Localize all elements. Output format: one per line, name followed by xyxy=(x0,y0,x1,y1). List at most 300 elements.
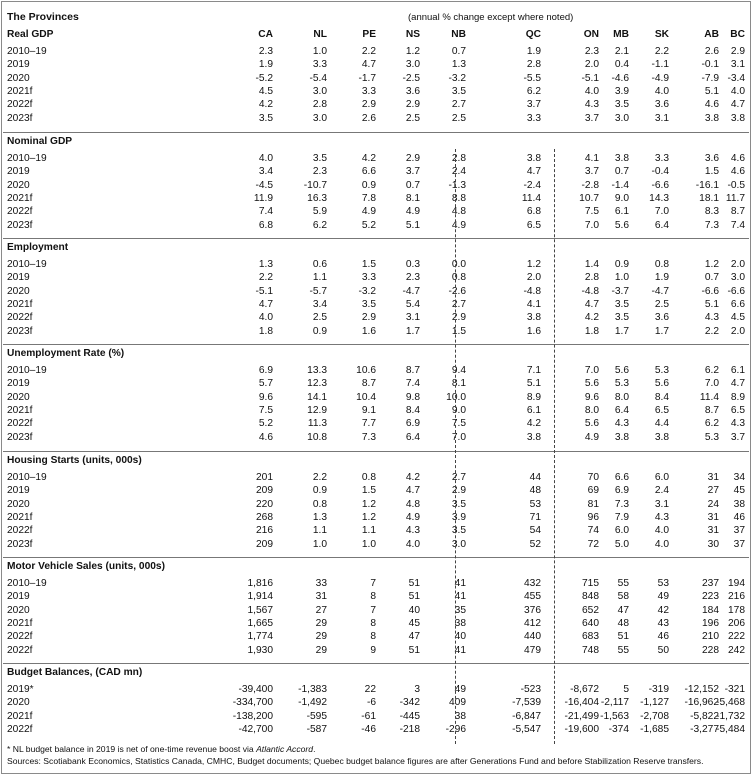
cell-nl: 0.8 xyxy=(312,498,327,510)
cell-pe: 4.2 xyxy=(361,153,376,164)
cell-sk: -4.7 xyxy=(651,285,669,297)
row-label: 2019 xyxy=(7,59,30,71)
table-row xyxy=(0,205,752,218)
cell-nl: 3.0 xyxy=(312,112,327,124)
cell-ab: 1.5 xyxy=(704,166,719,178)
cell-ns: 47 xyxy=(408,631,420,643)
cell-sk: 1.7 xyxy=(654,325,669,337)
cell-on: -2.8 xyxy=(581,179,599,191)
cell-nl: 13.3 xyxy=(307,365,327,376)
cell-mb: -374 xyxy=(608,723,629,735)
cell-nb: -3.2 xyxy=(448,72,466,84)
cell-ca: 1,567 xyxy=(247,604,273,616)
cell-bc: 194 xyxy=(728,578,745,589)
cell-on: 3.7 xyxy=(584,166,599,178)
cell-bc: 3.1 xyxy=(730,59,745,71)
cell-nb: 2.9 xyxy=(451,485,466,497)
cell-on: 683 xyxy=(582,631,599,643)
cell-mb: 3.5 xyxy=(614,312,629,324)
cell-ca: 268 xyxy=(256,511,273,523)
cell-ca: 6.8 xyxy=(258,219,273,231)
cell-sk: -1,685 xyxy=(640,723,669,735)
cell-qc: 7.1 xyxy=(526,365,541,376)
row-label: 2010–19 xyxy=(7,365,47,376)
cell-qc: 71 xyxy=(529,511,541,523)
row-label: 2021f xyxy=(7,192,33,204)
cell-sk: 3.8 xyxy=(654,431,669,443)
cell-sk: 3.6 xyxy=(654,99,669,111)
cell-ns: 4.7 xyxy=(405,485,420,497)
cell-ab: 3.8 xyxy=(704,112,719,124)
cell-pe: 8.7 xyxy=(361,378,376,390)
row-label: 2023f xyxy=(7,219,33,231)
cell-ca: 209 xyxy=(256,485,273,497)
cell-ns: -342 xyxy=(399,697,420,709)
table-row xyxy=(0,311,752,324)
cell-sk: -1,127 xyxy=(640,697,669,709)
cell-on: -8,672 xyxy=(570,684,599,695)
cell-ns: 4.9 xyxy=(405,206,420,218)
cell-nb: 38 xyxy=(454,710,466,722)
cell-mb: 1.7 xyxy=(614,325,629,337)
column-header-on: ON xyxy=(583,29,599,40)
cell-nl: 1.0 xyxy=(312,46,327,57)
cell-pe: 1.6 xyxy=(361,325,376,337)
cell-pe: 4.7 xyxy=(361,59,376,71)
cell-bc: 242 xyxy=(728,644,745,656)
cell-pe: 7 xyxy=(370,578,376,589)
cell-sk: -6.6 xyxy=(651,179,669,191)
cell-mb: 3.5 xyxy=(614,99,629,111)
cell-nb: 9.4 xyxy=(451,365,466,376)
cell-ns: 0.3 xyxy=(405,259,420,270)
cell-mb: 3.8 xyxy=(614,153,629,164)
cell-bc: 37 xyxy=(733,525,745,537)
cell-ca: 11.9 xyxy=(253,192,273,204)
cell-nl: 27 xyxy=(315,604,327,616)
table-row xyxy=(0,590,752,603)
table-row xyxy=(0,98,752,111)
cell-nl: -5.7 xyxy=(309,285,327,297)
table-row xyxy=(0,710,752,723)
cell-sk: 3.1 xyxy=(654,112,669,124)
cell-sk: 50 xyxy=(657,644,669,656)
cell-on: 72 xyxy=(587,538,599,550)
table-row xyxy=(0,391,752,404)
cell-nl: 1.1 xyxy=(312,525,327,537)
cell-sk: 1.9 xyxy=(654,272,669,284)
cell-ca: -334,700 xyxy=(232,697,273,709)
cell-nl: 11.3 xyxy=(307,418,327,430)
column-divider-qc xyxy=(455,149,456,744)
cell-ca: 2.3 xyxy=(258,46,273,57)
table-row xyxy=(0,644,752,657)
cell-mb: 47 xyxy=(617,604,629,616)
table-row xyxy=(0,484,752,497)
cell-nl: 16.3 xyxy=(307,192,327,204)
row-label: 2010–19 xyxy=(7,259,47,270)
cell-qc: 54 xyxy=(529,525,541,537)
table-row xyxy=(0,85,752,98)
cell-pe: 7.8 xyxy=(361,192,376,204)
cell-ab: 2.2 xyxy=(704,325,719,337)
cell-nb: 0.0 xyxy=(451,259,466,270)
cell-ab: 6.2 xyxy=(704,418,719,430)
cell-nb: 49 xyxy=(454,684,466,695)
cell-sk: 3.3 xyxy=(654,153,669,164)
cell-nl: 1.0 xyxy=(312,538,327,550)
cell-pe: 10.6 xyxy=(356,365,376,376)
cell-on: -19,600 xyxy=(564,723,599,735)
cell-ns: 2.9 xyxy=(405,153,420,164)
cell-ab: -5,822 xyxy=(690,710,719,722)
cell-bc: 4.0 xyxy=(730,85,745,97)
cell-sk: 0.8 xyxy=(654,259,669,270)
cell-qc: 6.5 xyxy=(526,219,541,231)
cell-nl: -1,383 xyxy=(298,684,327,695)
table-row xyxy=(0,285,752,298)
cell-ca: 3.4 xyxy=(258,166,273,178)
cell-bc: 11.7 xyxy=(725,192,745,204)
cell-nb: 0.8 xyxy=(451,272,466,284)
row-label: 2019 xyxy=(7,272,30,284)
cell-on: 2.3 xyxy=(584,46,599,57)
cell-sk: 53 xyxy=(657,578,669,589)
cell-pe: 1.2 xyxy=(361,511,376,523)
table-row xyxy=(0,165,752,178)
cell-nb: 2.8 xyxy=(451,153,466,164)
cell-ca: 209 xyxy=(256,538,273,550)
table-row xyxy=(0,72,752,85)
cell-mb: 5.6 xyxy=(614,365,629,376)
cell-ca: 220 xyxy=(256,498,273,510)
table-row xyxy=(0,377,752,390)
cell-nl: 3.5 xyxy=(312,153,327,164)
cell-nl: 0.9 xyxy=(312,325,327,337)
cell-on: 8.0 xyxy=(584,404,599,416)
cell-ca: 5.2 xyxy=(258,418,273,430)
cell-ns: 51 xyxy=(408,591,420,603)
row-label: 2021f xyxy=(7,85,33,97)
table-row xyxy=(0,325,752,338)
cell-bc: 8.7 xyxy=(730,206,745,218)
row-label: 2010–19 xyxy=(7,153,47,164)
units-note: (annual % change except where noted) xyxy=(408,12,574,23)
cell-ns: 0.7 xyxy=(405,179,420,191)
row-label: 2022f xyxy=(7,525,33,537)
cell-pe: 2.6 xyxy=(361,112,376,124)
cell-ab: 1.2 xyxy=(704,259,719,270)
cell-nb: 0.7 xyxy=(451,46,466,57)
cell-nl: -5.4 xyxy=(309,72,327,84)
cell-nl: 12.3 xyxy=(307,378,327,390)
cell-nb: 9.0 xyxy=(451,404,466,416)
table-row xyxy=(0,404,752,417)
cell-sk: -4.9 xyxy=(651,72,669,84)
column-header-mb: MB xyxy=(613,29,629,40)
cell-nb: 2.7 xyxy=(451,298,466,310)
cell-mb: 58 xyxy=(617,591,629,603)
cell-mb: 55 xyxy=(617,578,629,589)
cell-mb: -3.7 xyxy=(611,285,629,297)
cell-ca: 1.9 xyxy=(258,59,273,71)
cell-sk: 6.5 xyxy=(654,404,669,416)
cell-bc: 4.6 xyxy=(730,166,745,178)
cell-ab: -3,277 xyxy=(690,723,719,735)
cell-ca: 1,930 xyxy=(247,644,273,656)
cell-pe: 8 xyxy=(370,591,376,603)
cell-bc: 34 xyxy=(733,472,745,483)
cell-nl: 2.2 xyxy=(312,472,327,483)
cell-ca: 4.5 xyxy=(258,85,273,97)
cell-qc: 5.1 xyxy=(526,378,541,390)
cell-bc: 6.5 xyxy=(730,404,745,416)
cell-ca: 1,665 xyxy=(247,617,273,629)
cell-qc: 479 xyxy=(524,644,541,656)
row-label: 2020 xyxy=(7,697,30,709)
cell-on: 640 xyxy=(582,617,599,629)
cell-ns: 2.5 xyxy=(405,112,420,124)
cell-qc: 455 xyxy=(524,591,541,603)
cell-pe: -46 xyxy=(361,723,376,735)
table-row xyxy=(0,298,752,311)
row-label: 2019* xyxy=(7,684,34,695)
cell-nl: 33 xyxy=(315,578,327,589)
cell-nb: 10.0 xyxy=(446,391,466,403)
table-row xyxy=(0,112,752,125)
cell-ns: 2.3 xyxy=(405,272,420,284)
cell-sk: 4.0 xyxy=(654,525,669,537)
row-label: 2021f xyxy=(7,404,33,416)
cell-on: 3.7 xyxy=(584,112,599,124)
cell-mb: 6.0 xyxy=(614,525,629,537)
cell-qc: 3.3 xyxy=(526,112,541,124)
row-label: 2010–19 xyxy=(7,578,47,589)
cell-sk: -0.4 xyxy=(651,166,669,178)
row-label: 2010–19 xyxy=(7,46,47,57)
cell-on: 7.0 xyxy=(584,219,599,231)
cell-qc: 52 xyxy=(529,538,541,550)
cell-ab: 184 xyxy=(702,604,719,616)
section-divider xyxy=(3,132,749,133)
cell-qc: 48 xyxy=(529,485,541,497)
cell-mb: 9.0 xyxy=(614,192,629,204)
cell-on: 4.7 xyxy=(584,298,599,310)
cell-ca: 1,816 xyxy=(247,578,273,589)
row-label: 2022f xyxy=(7,644,33,656)
cell-ab: 30 xyxy=(707,538,719,550)
cell-qc: 11.4 xyxy=(521,192,541,204)
cell-pe: 0.8 xyxy=(361,472,376,483)
row-label: 2020 xyxy=(7,604,30,616)
cell-nl: 0.9 xyxy=(312,485,327,497)
cell-nb: 2.5 xyxy=(451,112,466,124)
cell-ns: 4.0 xyxy=(405,538,420,550)
cell-nb: 3.9 xyxy=(451,511,466,523)
cell-qc: 432 xyxy=(524,578,541,589)
cell-qc: 2.0 xyxy=(526,272,541,284)
cell-ab: 4.3 xyxy=(704,312,719,324)
cell-ns: 4.9 xyxy=(405,511,420,523)
cell-sk: 4.4 xyxy=(654,418,669,430)
cell-nb: -2.6 xyxy=(448,285,466,297)
table-row xyxy=(0,577,752,590)
cell-nl: 3.3 xyxy=(312,59,327,71)
cell-on: 4.9 xyxy=(584,431,599,443)
cell-ns: 3.0 xyxy=(405,59,420,71)
cell-bc: 2.0 xyxy=(730,259,745,270)
cell-nl: -587 xyxy=(306,723,327,735)
cell-qc: 1.6 xyxy=(526,325,541,337)
cell-on: 4.3 xyxy=(584,99,599,111)
cell-ns: 1.7 xyxy=(405,325,420,337)
cell-ab: 31 xyxy=(707,525,719,537)
row-label: 2022f xyxy=(7,418,33,430)
cell-nb: 35 xyxy=(454,604,466,616)
cell-ca: -42,700 xyxy=(238,723,273,735)
cell-ca: -138,200 xyxy=(232,710,273,722)
row-label: 2021f xyxy=(7,298,33,310)
cell-mb: 6.4 xyxy=(614,404,629,416)
row-label: 2022f xyxy=(7,631,33,643)
row-label: 2010–19 xyxy=(7,472,47,483)
cell-bc: 37 xyxy=(733,538,745,550)
column-header-ns: NS xyxy=(405,29,420,40)
cell-ns: 40 xyxy=(408,604,420,616)
row-label: 2019 xyxy=(7,166,30,178)
cell-mb: 48 xyxy=(617,617,629,629)
row-label: 2021f xyxy=(7,617,33,629)
cell-ca: 6.9 xyxy=(258,365,273,376)
cell-mb: 4.3 xyxy=(614,418,629,430)
cell-ca: 3.5 xyxy=(258,112,273,124)
cell-on: 70 xyxy=(587,472,599,483)
cell-ab: -16.1 xyxy=(695,179,719,191)
table-row xyxy=(0,152,752,165)
cell-ca: -39,400 xyxy=(238,684,273,695)
cell-nb: 41 xyxy=(454,578,466,589)
cell-ca: 1,774 xyxy=(247,631,273,643)
cell-qc: 412 xyxy=(524,617,541,629)
cell-bc: -6.6 xyxy=(727,285,745,297)
cell-on: -4.8 xyxy=(581,285,599,297)
cell-bc: 206 xyxy=(728,617,745,629)
cell-ca: 1,914 xyxy=(247,591,273,603)
cell-pe: 22 xyxy=(364,684,376,695)
cell-bc: 178 xyxy=(728,604,745,616)
cell-bc: 8.9 xyxy=(730,391,745,403)
cell-mb: -4.6 xyxy=(611,72,629,84)
row-label: 2023f xyxy=(7,431,33,443)
cell-qc: -5,547 xyxy=(512,723,541,735)
cell-sk: 42 xyxy=(657,604,669,616)
cell-ns: 45 xyxy=(408,617,420,629)
cell-nl: 12.9 xyxy=(307,404,327,416)
cell-ns: 51 xyxy=(408,644,420,656)
cell-pe: 1.5 xyxy=(361,259,376,270)
cell-mb: -1,563 xyxy=(600,710,629,722)
cell-nb: 1.5 xyxy=(451,325,466,337)
table-row xyxy=(0,524,752,537)
cell-nb: 38 xyxy=(454,617,466,629)
cell-on: 2.0 xyxy=(584,59,599,71)
table-row xyxy=(0,471,752,484)
section-title: Employment xyxy=(7,242,69,253)
cell-mb: 2.1 xyxy=(614,46,629,57)
table-row xyxy=(0,258,752,271)
cell-mb: 5.3 xyxy=(614,378,629,390)
cell-ab: 5.1 xyxy=(704,298,719,310)
cell-mb: 5 xyxy=(623,684,629,695)
cell-ca: -5.1 xyxy=(255,285,273,297)
row-label: 2020 xyxy=(7,498,30,510)
cell-nl: -1,492 xyxy=(298,697,327,709)
row-label: 2020 xyxy=(7,179,30,191)
cell-nb: 41 xyxy=(454,591,466,603)
table-title: The Provinces xyxy=(7,11,79,23)
table-row xyxy=(0,192,752,205)
column-header-ca: CA xyxy=(258,29,273,40)
cell-nl: 2.3 xyxy=(312,166,327,178)
cell-qc: -6,847 xyxy=(512,710,541,722)
footnote-nl-italic: Atlantic Accord xyxy=(256,744,314,754)
cell-qc: 440 xyxy=(524,631,541,643)
cell-ab: 24 xyxy=(707,498,719,510)
cell-ns: -2.5 xyxy=(402,72,420,84)
section-divider xyxy=(3,238,749,239)
cell-ns: 8.1 xyxy=(405,192,420,204)
cell-mb: 5.0 xyxy=(614,538,629,550)
cell-ca: 4.2 xyxy=(258,99,273,111)
cell-mb: 8.0 xyxy=(614,391,629,403)
cell-on: 1.4 xyxy=(584,259,599,270)
cell-on: 74 xyxy=(587,525,599,537)
cell-ns: 9.8 xyxy=(405,391,420,403)
section-title: Nominal GDP xyxy=(7,136,73,147)
cell-nb: 4.9 xyxy=(451,219,466,231)
row-label: 2022f xyxy=(7,206,33,218)
cell-mb: 0.9 xyxy=(614,259,629,270)
cell-ns: -4.7 xyxy=(402,285,420,297)
cell-bc: -0.5 xyxy=(727,179,745,191)
cell-qc: -7,539 xyxy=(512,697,541,709)
row-label: 2023f xyxy=(7,112,33,124)
column-header-sk: SK xyxy=(654,29,669,40)
cell-mb: 3.0 xyxy=(614,112,629,124)
cell-on: 69 xyxy=(587,485,599,497)
cell-sk: 8.4 xyxy=(654,391,669,403)
cell-bc: 3.0 xyxy=(730,272,745,284)
row-label: 2019 xyxy=(7,485,30,497)
cell-pe: 5.2 xyxy=(361,219,376,231)
section-title: Real GDP xyxy=(7,29,54,40)
cell-nb: 409 xyxy=(449,697,466,709)
cell-pe: -61 xyxy=(361,710,376,722)
cell-qc: 3.8 xyxy=(526,431,541,443)
section-divider xyxy=(3,557,749,558)
cell-qc: 1.2 xyxy=(526,259,541,270)
row-label: 2023f xyxy=(7,325,33,337)
cell-ca: 216 xyxy=(256,525,273,537)
cell-pe: 0.9 xyxy=(361,179,376,191)
row-label: 2019 xyxy=(7,378,30,390)
cell-bc: 4.6 xyxy=(730,153,745,164)
cell-nb: 3.0 xyxy=(451,538,466,550)
cell-on: 96 xyxy=(587,511,599,523)
cell-ab: 7.3 xyxy=(704,219,719,231)
cell-ns: 6.9 xyxy=(405,418,420,430)
cell-sk: 4.3 xyxy=(654,511,669,523)
